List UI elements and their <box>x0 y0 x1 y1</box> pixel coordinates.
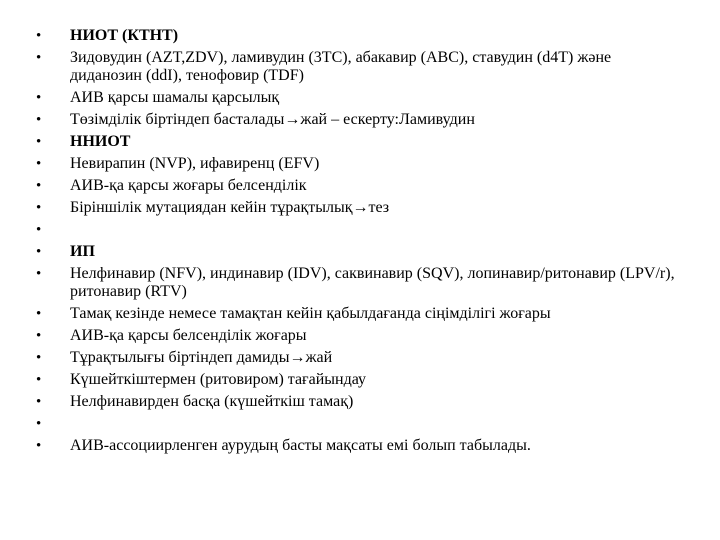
list-item <box>36 177 686 195</box>
list-item <box>36 305 686 323</box>
bullet-icon: • <box>36 200 42 216</box>
list-item-text: НИОТ (КТНТ) <box>70 27 179 44</box>
list-item <box>36 27 686 45</box>
list-item-text: Нелфинавир (NFV), индинавир (IDV), саквинавир (SQV), лопинавир/ритонавир (LPV/r), ритонавир (RTV) <box>70 265 675 300</box>
bullet-icon: • <box>36 134 42 150</box>
list-item-text: Төзімділік біртіндеп басталады→жай – ескерту:Ламивудин <box>70 111 475 128</box>
bullet-icon: • <box>36 156 42 172</box>
list-item <box>36 155 686 173</box>
list-item <box>36 349 686 367</box>
list-item-empty <box>36 415 686 433</box>
list-item <box>36 133 686 151</box>
bullet-icon: • <box>36 306 42 322</box>
bullet-icon: • <box>36 438 42 454</box>
bullet-icon: • <box>36 222 42 238</box>
list-item-text: Тұрақтылығы біртіндеп дамиды→жай <box>70 349 333 366</box>
bullet-icon: • <box>36 28 42 44</box>
bullet-icon: • <box>36 244 42 260</box>
bullet-icon: • <box>36 112 42 128</box>
list-item-text: ННИОТ <box>70 133 131 150</box>
list-item <box>36 437 686 455</box>
list-item-empty <box>36 221 686 239</box>
list-item <box>36 89 686 107</box>
list-item-text: Невирапин (NVP), ифавиренц (EFV) <box>70 155 320 172</box>
list-item-text: Зидовудин (AZT,ZDV), ламивудин (3TC), абакавир (ABC), ставудин (d4T) және диданозин (ddI), тенофовир (TDF) <box>70 49 612 84</box>
list-item <box>36 243 686 261</box>
bullet-icon: • <box>36 266 42 282</box>
list-item-text: АИВ қарсы шамалы қарсылық <box>70 89 280 106</box>
bullet-icon: • <box>36 328 42 344</box>
bullet-icon: • <box>36 50 42 66</box>
bullet-icon: • <box>36 350 42 366</box>
list-item <box>36 265 686 301</box>
list-item-text: ИП <box>70 243 95 260</box>
bullet-icon: • <box>36 416 42 432</box>
list-item-text: Біріншілік мутациядан кейін тұрақтылық→тез <box>70 199 390 216</box>
bullet-icon: • <box>36 372 42 388</box>
bullet-icon: • <box>36 90 42 106</box>
list-item <box>36 327 686 345</box>
list-item <box>36 111 686 129</box>
list-item <box>36 393 686 411</box>
list-item-text: Тамақ кезінде немесе тамақтан кейін қабылдағанда сіңімділігі жоғары <box>70 305 551 322</box>
list-item-text: Күшейткіштермен (ритовиром) тағайындау <box>70 371 367 388</box>
list-item-text: АИВ-ассоциирленген аурудың басты мақсаты емі болып табылады. <box>70 437 531 454</box>
list-item-text: Нелфинавирден басқа (күшейткіш тамақ) <box>70 393 354 410</box>
bullet-list <box>36 27 686 459</box>
bullet-icon: • <box>36 178 42 194</box>
bullet-icon: • <box>36 394 42 410</box>
list-item <box>36 371 686 389</box>
list-item-text: АИВ-қа қарсы жоғары белсенділік <box>70 177 307 194</box>
list-item <box>36 199 686 217</box>
list-item <box>36 49 686 85</box>
list-item-text: АИВ-қа қарсы белсенділік жоғары <box>70 327 307 344</box>
